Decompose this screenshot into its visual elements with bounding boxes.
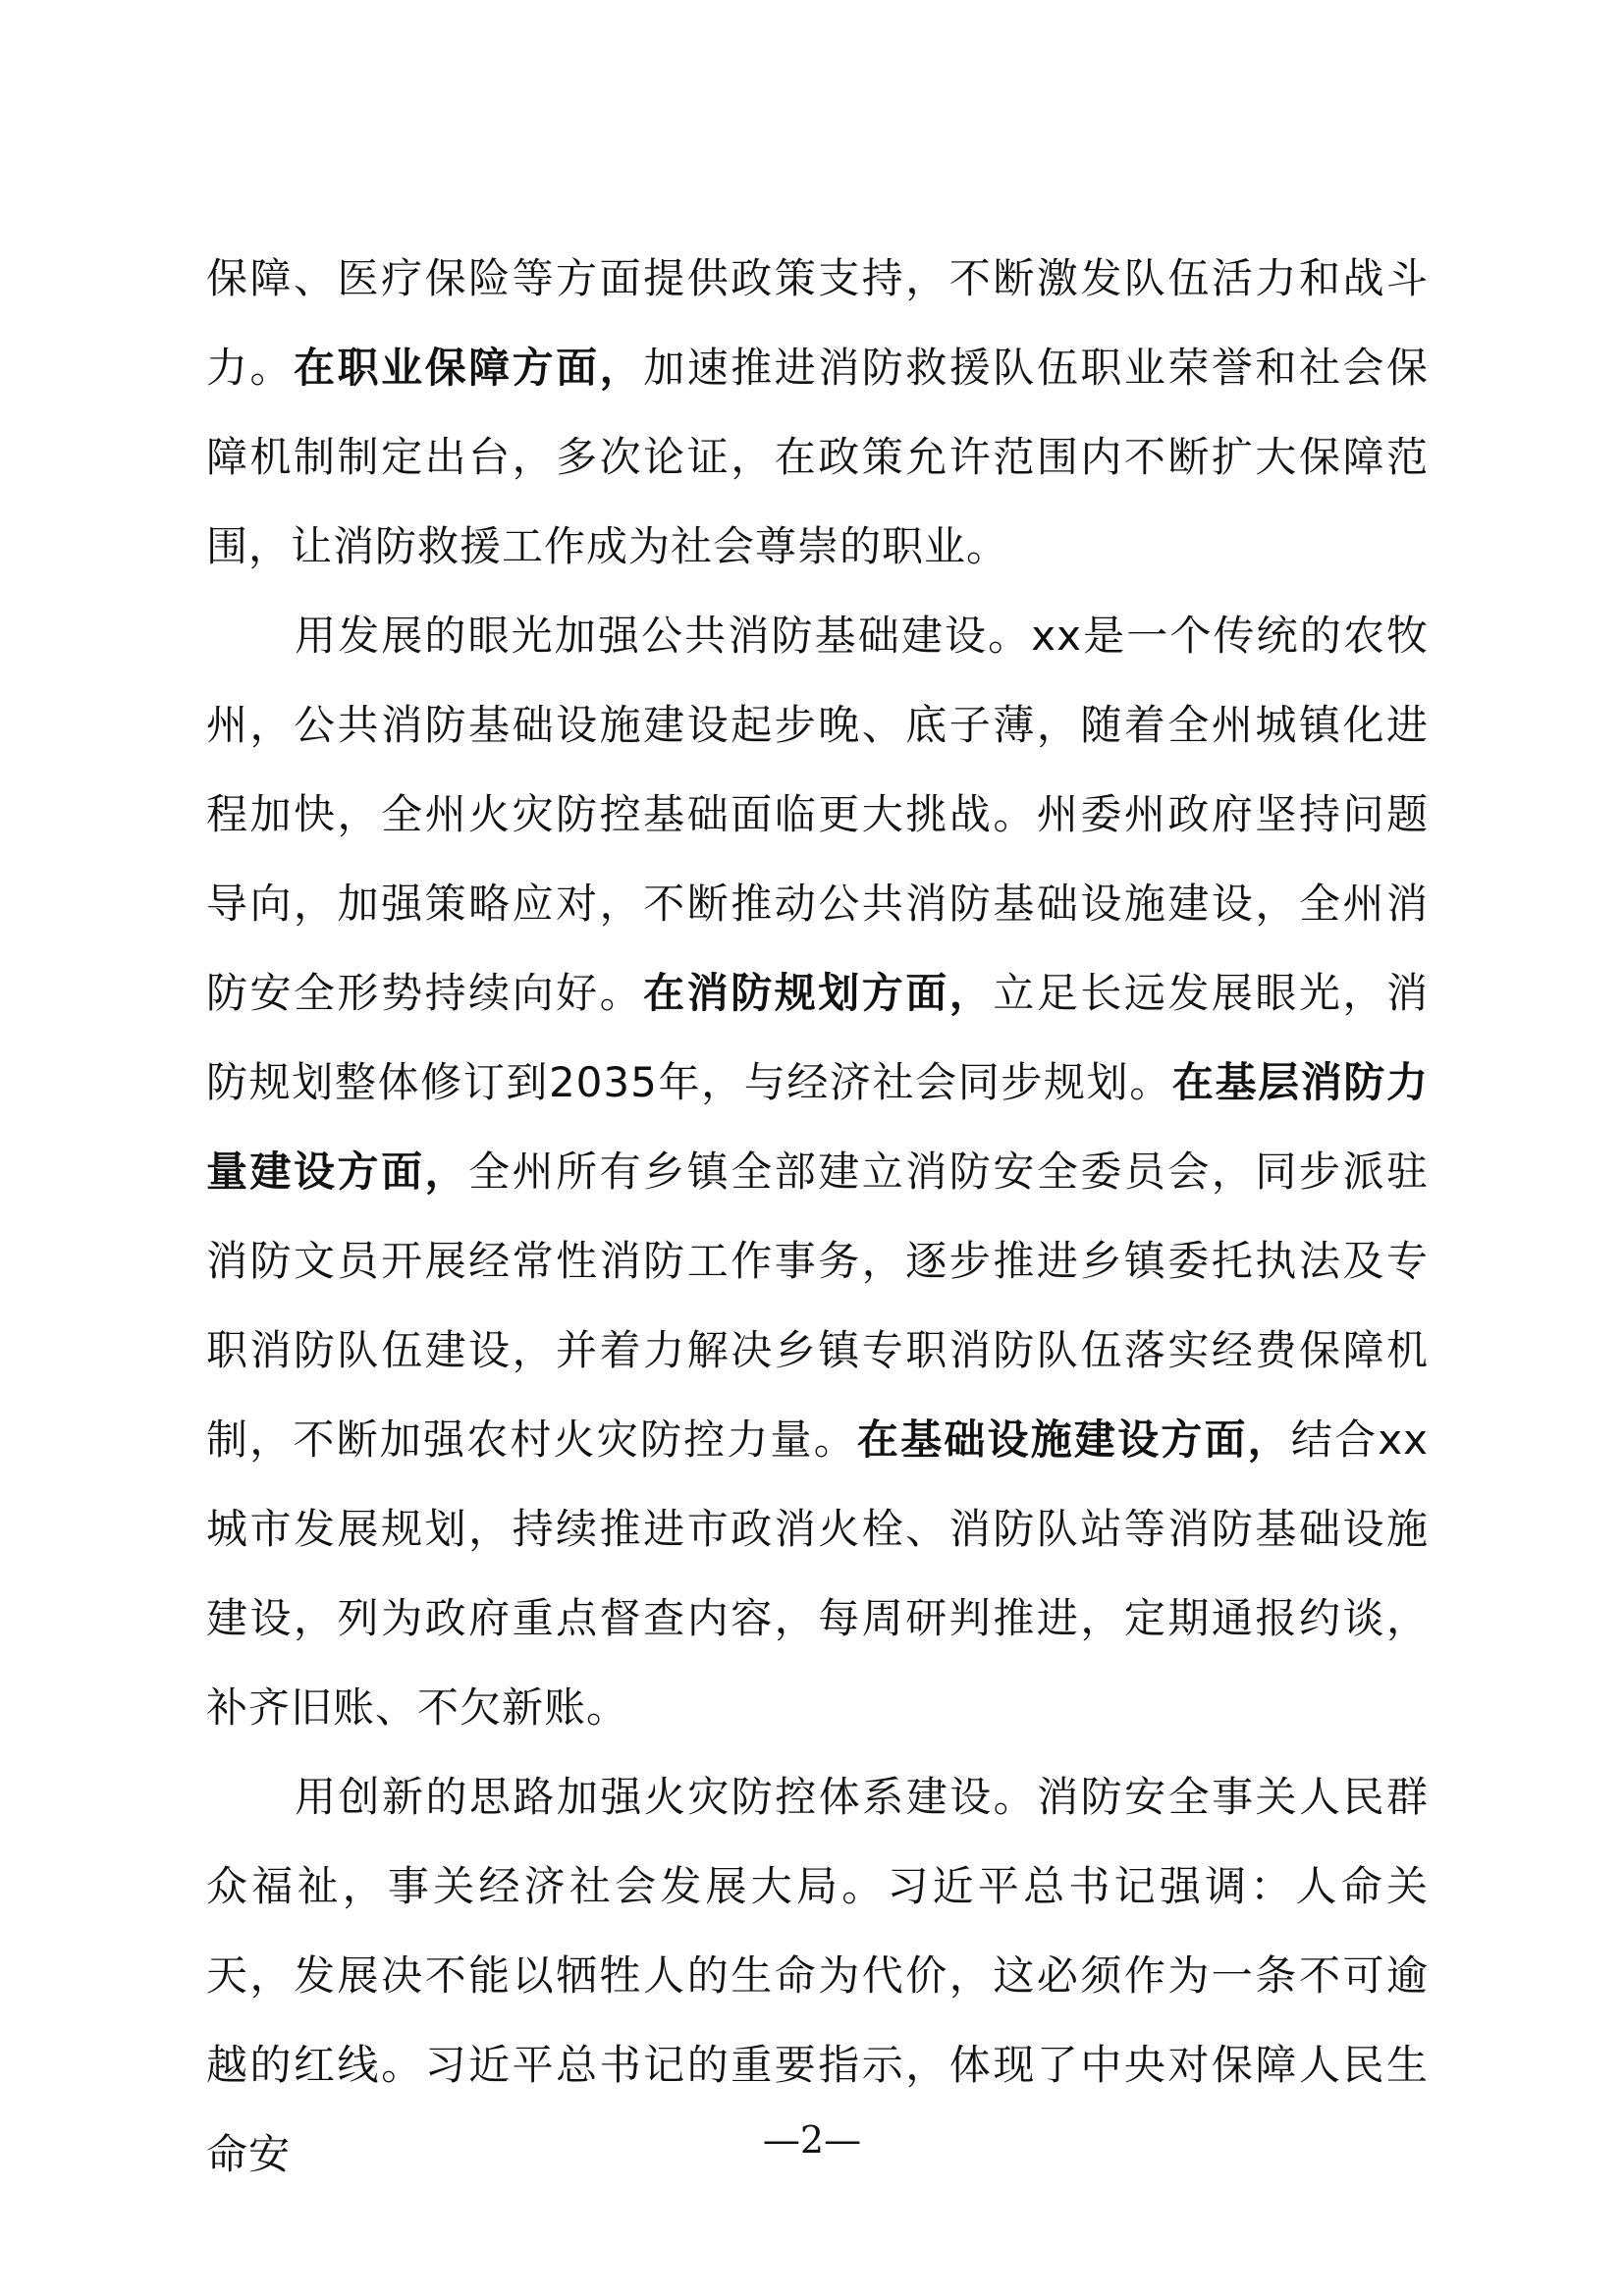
- text-segment: 用创新的思路加强火灾防控体系建设。消防安全事关人民群众福祉，事关经济社会发展大局。习近平总书记强调：人命关天，发展决不能以牺牲人的生命为代价，这必须作为一条不可逾越的红线。习近平总书记的重要指示，体现了中央对保障人民生命安: [206, 1773, 1429, 2178]
- text-segment: 加速推进消防救援队伍职业荣誉和社会保障机制制定出台，多次论证，在政策允许范围内不断扩大保障范围，让消防救援工作成为社会尊崇的职业。: [206, 344, 1429, 570]
- page-number: —2—: [762, 2118, 862, 2162]
- paragraph: [206, 234, 1429, 591]
- bold-heading-segment: 在职业保障方面，: [294, 344, 644, 392]
- document-body: [206, 234, 1429, 2199]
- text-segment: 立足长远发展眼光，消防规划整体修订到2035年，与经济社会同步规划。: [206, 969, 1429, 1106]
- bold-heading-segment: 在基层消防力量建设方面，: [206, 1058, 1429, 1196]
- paragraph: [206, 591, 1429, 1752]
- text-segment: 结合xx城市发展规划，持续推进市政消火栓、消防队站等消防基础设施建设，列为政府重点督查内容，每周研判推进，定期通报约谈，补齐旧账、不欠新账。: [206, 1415, 1429, 1732]
- bold-heading-segment: 在消防规划方面，: [643, 969, 994, 1017]
- text-segment: 保障、医疗保险等方面提供政策支持，不断激发队伍活力和战斗力。: [206, 254, 1429, 392]
- bold-heading-segment: 在基础设施建设方面，: [856, 1415, 1291, 1464]
- text-segment: 用发展的眼光加强公共消防基础建设。xx是一个传统的农牧州，公共消防基础设施建设起步晚、底子薄，随着全州城镇化进程加快，全州火灾防控基础面临更大挑战。州委州政府坚持问题导向，加强策略应对，不断推动公共消防基础设施建设，全州消防安全形势持续向好。: [206, 612, 1429, 1017]
- text-segment: 全州所有乡镇全部建立消防安全委员会，同步派驻消防文员开展经常性消防工作事务，逐步推进乡镇委托执法及专职消防队伍建设，并着力解决乡镇专职消防队伍落实经费保障机制，不断加强农村火灾防控力量。: [206, 1148, 1429, 1464]
